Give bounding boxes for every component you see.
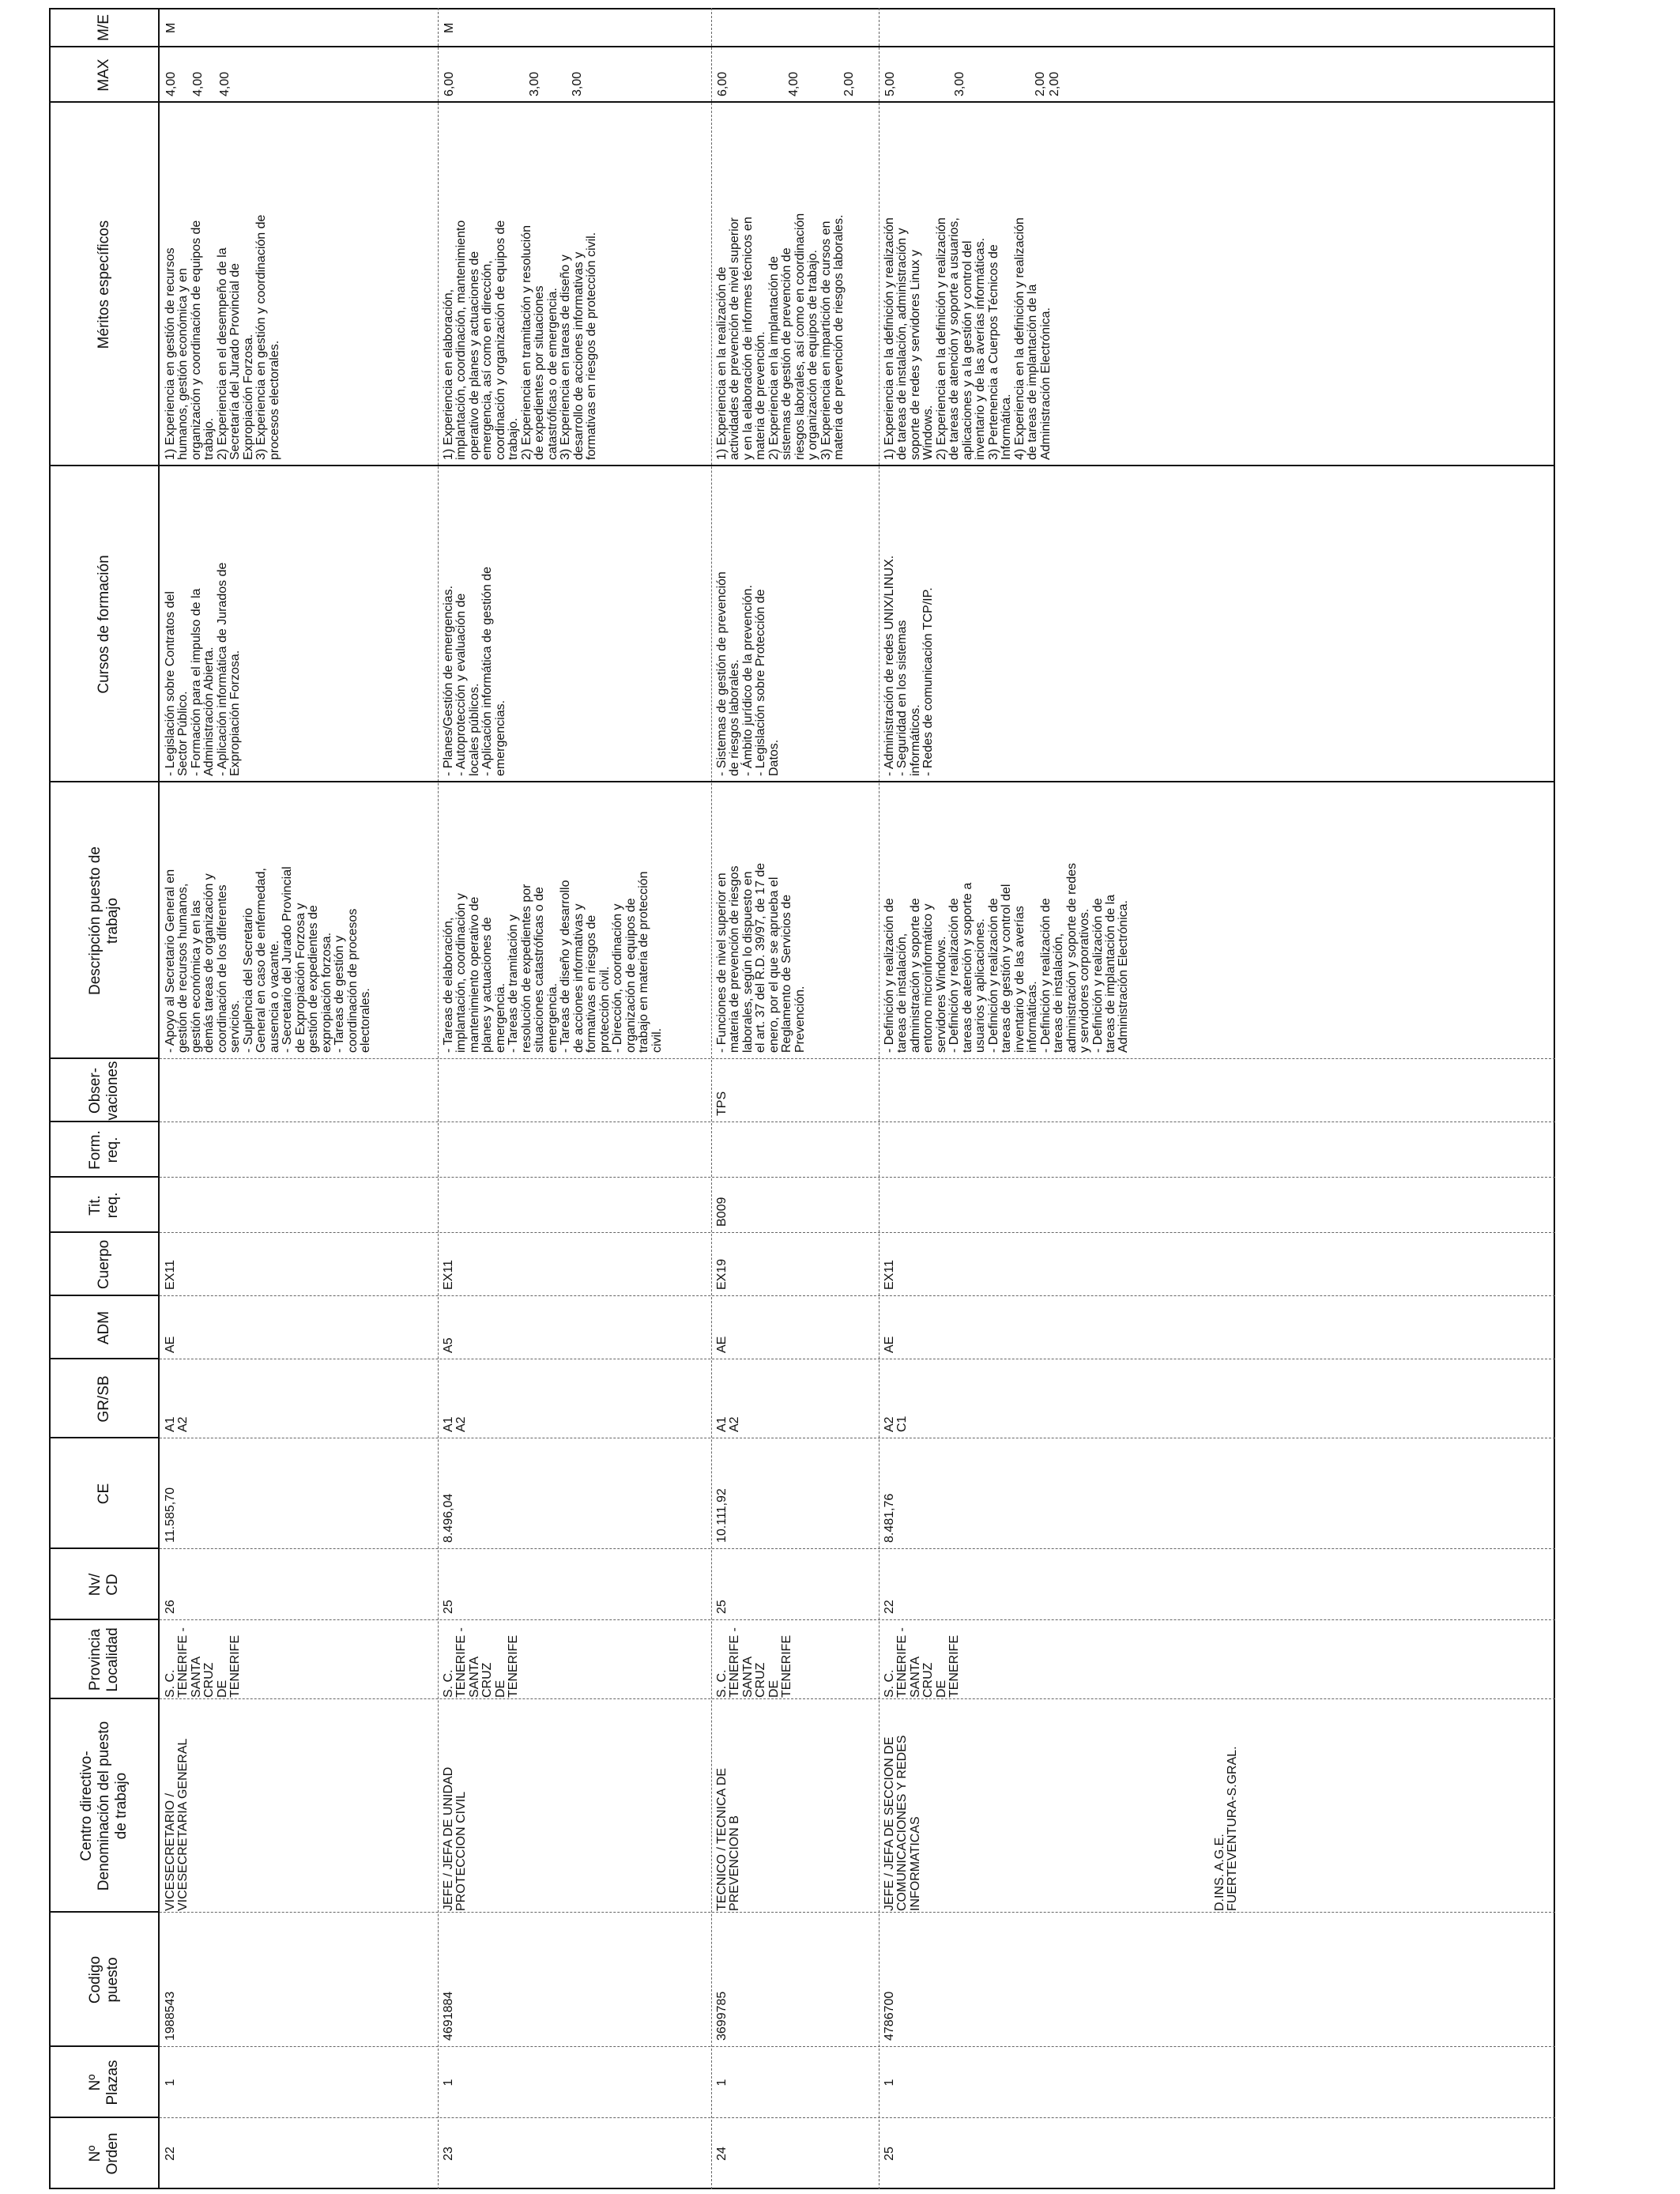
col-rule (49, 1619, 1555, 1620)
header-plazas: Nº Plazas (87, 2060, 121, 2105)
cell-cursos: - Legislación sobre Contratos del Sector Público. - Formación para el impulso de la Administración Abierta. - Aplicación informática de Jurados de Expropiación Forzosa. (164, 562, 243, 776)
cell-titulacion (160, 1178, 168, 1233)
cell-grupo: A1 A2 (164, 1416, 190, 1432)
header-observaciones: Obser- vaciones (87, 1061, 121, 1121)
cell-adm: AE (164, 1336, 177, 1353)
header-provincia: Provincia Localidad (87, 1627, 121, 1692)
cell-max: 2,00 (1048, 71, 1061, 96)
cell-plazas: 1 (883, 2079, 896, 2087)
cell-observaciones (160, 1059, 168, 1122)
cell-descripcion: - Tareas de elaboración, implantación, coordinación y mantenimiento operativo de planes y actuaciones de emergencia. - Tareas de tramitación y resolución de expedientes por situaciones catastróficas o de emergencia. - Tareas de diseño y desarrollo de acciones informativas y formativas en riesgos de protección civil. - Dirección, coordinación y organización de equipos de trabajo en materia de protección civil. (442, 871, 664, 1053)
cell-observaciones: TPS (715, 1091, 729, 1116)
cell-max: 3,00 (953, 71, 966, 96)
cell-cursos: - Planes/Gestión de emergencias. - Autoprotección y evaluación de locales públicos. - Aplicación informática de gestión de emergencias. (442, 566, 507, 776)
cell-orden: 24 (715, 2147, 729, 2161)
cell-grupo: A1 A2 (442, 1416, 469, 1432)
cell-formacion (160, 1122, 168, 1178)
cell-adm: AE (715, 1336, 729, 1353)
cell-max: 6,00 (716, 71, 729, 96)
cell-max: 2,00 (842, 71, 856, 96)
cell-plazas: 1 (715, 2079, 729, 2087)
header-codigo: Codigo puesto (87, 1955, 121, 2004)
header-adm: ADM (96, 1310, 113, 1345)
col-rule (49, 2117, 1555, 2118)
header-cuerpo: Cuerpo (96, 1239, 113, 1290)
cell-meritos: 1) Experiencia en la definición y realización de tareas de instalación, administración y soporte de redes y servidores Linux y Windows. 2) Experiencia en la definición y realización de tareas de atención y soporte a usuarios, aplicaciones y a la gestión y control del inventario y de las averías informáticas. 3) Pertenencia a Cuerpos Técnicos de Informática. 4) Experiencia en la definición y realización de tareas de implantación de la Administración Electrónica. (883, 217, 1053, 460)
header-titulacion: Tit. req. (87, 1192, 121, 1219)
col-rule (49, 1232, 1555, 1233)
cell-cuerpo: EX11 (883, 1260, 896, 1290)
header-grupo: GR/SB (96, 1375, 113, 1423)
cell-nivel: 25 (442, 1600, 455, 1614)
cell-provincia: S. C. TENERIFE - SANTA CRUZ DE TENERIFE (715, 1627, 794, 1698)
header-max: MAX (96, 58, 113, 92)
cell-cuerpo: EX11 (164, 1260, 177, 1290)
cell-ce: 8.481,76 (883, 1493, 896, 1543)
col-rule (49, 1548, 1555, 1549)
cell-me: M (164, 22, 178, 33)
cell-orden: 22 (164, 2147, 177, 2161)
header-me: M/E (96, 14, 113, 41)
header-nivel: Nv/ CD (87, 1573, 121, 1596)
cell-max: 5,00 (883, 71, 897, 96)
cell-titulacion (879, 1178, 887, 1233)
cell-plazas: 1 (164, 2079, 177, 2087)
cell-nivel: 26 (164, 1600, 177, 1614)
cell-centro: JEFE / JEFA DE UNIDAD PROTECCION CIVIL (442, 1766, 469, 1911)
cell-observaciones (879, 1059, 887, 1122)
cell-codigo: 1988543 (164, 1991, 177, 2041)
cell-max: 4,00 (164, 71, 178, 96)
cell-grupo: A2 C1 (883, 1416, 910, 1432)
header-meritos: Méritos específicos (96, 220, 113, 349)
col-rule (49, 1295, 1555, 1296)
cell-max: 4,00 (787, 71, 800, 96)
col-rule (49, 2046, 1555, 2047)
cell-cursos: - Administración de redes UNIX/LINUX. - Seguridad en los sistemas informáticos. - Redes de comunicación TCP/IP. (883, 555, 936, 776)
header-centro: Centro directivo- Denominación del puesto de trabajo (78, 1721, 130, 1891)
cell-codigo: 3699785 (715, 1991, 729, 2041)
cell-nivel: 25 (715, 1600, 729, 1614)
cell-meritos: 1) Experiencia en elaboración, implantación, coordinación, mantenimiento operativo de planes y actuaciones de emergencia, así como en dirección, coordinación y organización de equipos de trabajo. 2) Experiencia en tramitación y resolución de expedientes por situaciones catastróficas o de emergencia. 3) Experiencia en tareas de diseño y desarrollo de acciones informativas y formativas en riesgos de protección civil. (442, 220, 599, 460)
cell-orden: 23 (442, 2147, 455, 2161)
cell-ce: 10.111,92 (715, 1488, 729, 1543)
cell-descripcion: - Funciones de nivel superior en materia de prevención de riesgos laborales, según lo dispuesto en el art. 37 del R.D. 39/97, de 17 de enero, por el que se aprueba el Reglamento de Servicios de Prevención. (715, 862, 807, 1053)
cell-cuerpo: EX11 (442, 1260, 455, 1290)
col-rule (49, 1698, 1555, 1699)
header-orden: Nº Orden (87, 2132, 121, 2175)
cell-centro: TECNICO / TECNICA DE PREVENCION B (715, 1767, 742, 1911)
cell-meritos: 1) Experiencia en la realización de actividades de prevención de nivel superior y en la elaboración de informes técnicos en materia de prevención. 2) Experiencia en la implantación de sistemas de gestión de prevención de riesgos laborales, así como en coordinación y organización de equipos de trabajo. 3) Experiencia en impartición de cursos en materia de prevención de riesgos laborales. (715, 213, 846, 460)
cell-adm: AE (883, 1336, 896, 1353)
col-rule (49, 46, 1555, 47)
cell-nivel: 22 (883, 1600, 896, 1614)
cell-meritos: 1) Experiencia en gestión de recursos humanos, gestión económica y en organización y coordinación de equipos de trabajo. 2) Experiencia en el desempeño de la Secretaría del Jurado Provincial de Expropiación Forzosa. 3) Experiencia en gestión y coordinación de procesos electorales. (164, 214, 281, 460)
cell-max: 4,00 (191, 71, 205, 96)
cell-cuerpo: EX19 (715, 1258, 729, 1290)
col-rule (49, 1177, 1555, 1178)
header-cursos: Cursos de formación (96, 555, 113, 694)
cell-ce: 8.496,04 (442, 1493, 455, 1543)
cell-max: 6,00 (443, 71, 456, 96)
cell-titulacion (438, 1178, 446, 1233)
cell-ce: 11.585,70 (164, 1487, 177, 1543)
cell-max: 3,00 (528, 71, 541, 96)
header-descripcion: Descripción puesto de trabajo (87, 846, 121, 995)
cell-provincia: S. C. TENERIFE - SANTA CRUZ DE TENERIFE (883, 1627, 962, 1698)
col-rule (49, 1912, 1555, 1913)
cell-titulacion: B009 (715, 1197, 729, 1227)
cell-observaciones (438, 1059, 446, 1122)
cell-codigo: 4786700 (883, 1991, 896, 2041)
cell-provincia: S. C. TENERIFE - SANTA CRUZ DE TENERIFE (164, 1627, 243, 1698)
cell-formacion (711, 1122, 719, 1178)
cell-max: 4,00 (218, 71, 232, 96)
cell-formacion (438, 1122, 446, 1178)
cell-grupo: A1 A2 (715, 1416, 742, 1432)
cell-centro: VICESECRETARIO / VICESECRETARIA GENERAL (164, 1738, 190, 1911)
cell-footer-centro: D.INS. A.G.E. FUERTEVENTURA-S.GRAL. (1213, 1746, 1240, 1911)
cell-orden: 25 (883, 2147, 896, 2161)
cell-centro: JEFE / JEFA DE SECCION DE COMUNICACIONES Y REDES INFORMATICAS (883, 1735, 922, 1911)
cell-max: 3,00 (571, 71, 584, 96)
cell-descripcion: - Apoyo al Secretario General en gestión de recursos humanos, gestión económica y en las demás tareas de organización y coordinación de los diferentes servicios. - Suplencia del Secretario General en caso de enfermedad, ausencia o vacante. - Secretario del Jurado Provincial de Expropiación Forzosa y gestión de expedientes de expropiación forzosa. - Tareas de gestión y coordinación de procesos electorales. (164, 866, 373, 1053)
cell-formacion (879, 1122, 887, 1178)
header-formacion: Form. req. (87, 1130, 121, 1170)
cell-adm: A5 (442, 1337, 455, 1353)
cell-max: 2,00 (1034, 71, 1047, 96)
cell-provincia: S. C. TENERIFE - SANTA CRUZ DE TENERIFE (442, 1627, 521, 1698)
rpt-table (49, 8, 1555, 2189)
cell-me: M (443, 22, 456, 33)
header-ce: CE (96, 1483, 113, 1505)
cell-plazas: 1 (442, 2079, 455, 2087)
cell-descripcion: - Definición y realización de tareas de instalación, administración y soporte de entorno microinformático y servidores Windows. - Definición y realización de tareas de atención y soporte a usuarios y aplicaciones. - Definición y realización de tareas de gestión y control del inventario y de las averías informáticas. - Definición y realización de tareas de instalación, administración y soporte de redes y servidores corporativos. - Definición y realización de tareas de implantación de la Administración Electrónica. (883, 862, 1131, 1053)
cell-cursos: - Sistemas de gestión de prevención de riesgos laborales. - Ámbito jurídico de la prevención. - Legislación sobre Protección de Datos. (715, 571, 781, 776)
cell-codigo: 4691884 (442, 1991, 455, 2041)
